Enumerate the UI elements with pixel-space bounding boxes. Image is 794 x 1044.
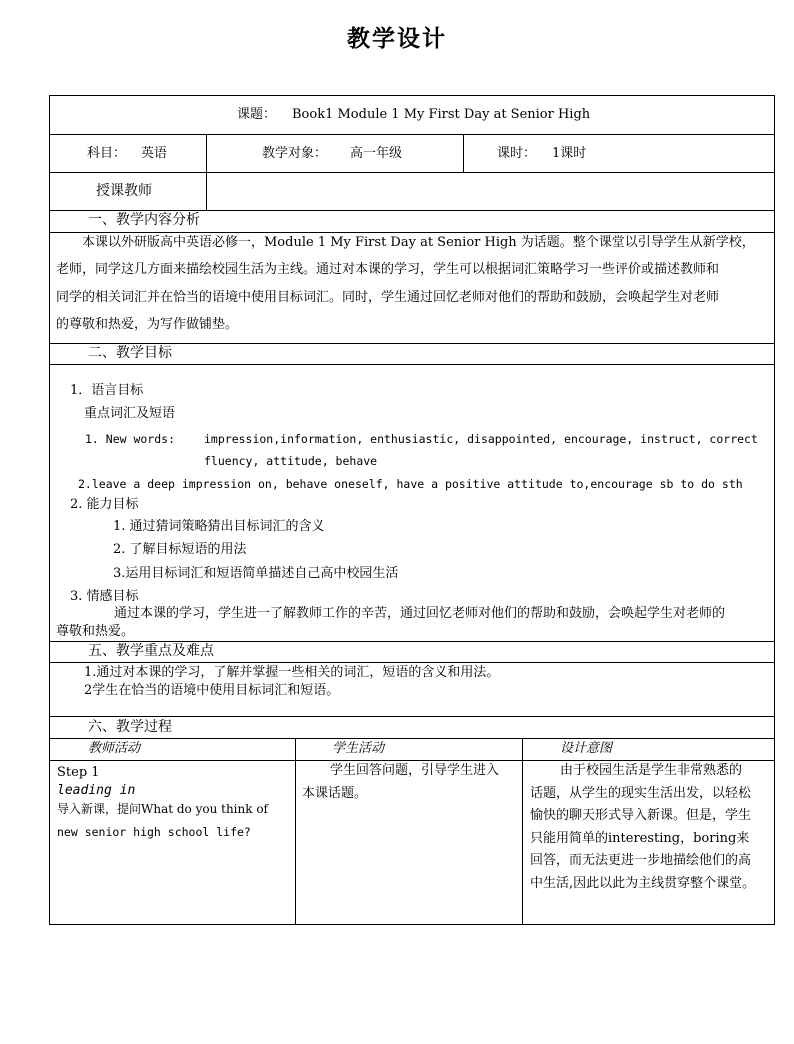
ability-goal-title: 2. 能力目标 — [70, 497, 139, 512]
step-sublabel: leading in — [57, 783, 136, 798]
language-goal-title: 1．语言目标 — [70, 383, 144, 398]
teacher-activity-line: 导入新课，提问What do you think of — [57, 802, 268, 816]
emotion-line: 尊敬和热爱。 — [56, 624, 135, 639]
analysis-heading: 一、教学内容分析 — [88, 212, 200, 228]
goals-heading: 二、教学目标 — [88, 345, 172, 361]
key-point-item: 2学生在恰当的语境中使用目标词汇和短语。 — [84, 683, 340, 698]
key-point-item: 1.通过对本课的学习，了解并掌握一些相关的词汇，短语的含义和用法。 — [84, 665, 500, 680]
intent-line: 话题，从学生的现实生活出发，以轻松 — [530, 786, 752, 801]
topic-label: 课题： — [237, 107, 277, 122]
intent-line: 由于校园生活是学生非常熟悉的 — [560, 763, 743, 778]
new-words-line: impression,information, enthusiastic, disappointed, encourage, instruct, correct — [204, 432, 758, 446]
teacher-label: 授课教师 — [96, 183, 152, 199]
student-activity-line: 本课话题。 — [302, 786, 368, 801]
col-intent-header: 设计意图 — [560, 741, 613, 756]
phrases-line: 2.leave a deep impression on, behave oneself, have a positive attitude to,encourage sb to do sth — [78, 477, 743, 491]
key-points-heading: 五、教学重点及难点 — [88, 643, 214, 659]
col-student-header: 学生活动 — [332, 741, 385, 756]
analysis-line: 同学的相关词汇并在恰当的语境中使用目标词汇。同时，学生通过回忆老师对他们的帮助和鼓励，会唤起学生对老师 — [56, 290, 720, 305]
analysis-line: 本课以外研版高中英语必修一，Module 1 My First Day at Senior High 为话题。整个课堂以引导学生从新学校， — [82, 235, 755, 250]
process-heading: 六、教学过程 — [88, 719, 172, 735]
analysis-line: 的尊敬和热爱，为写作做铺垫。 — [56, 317, 239, 332]
ability-item: 3.运用目标词汇和短语简单描述自己高中校园生活 — [113, 566, 399, 581]
new-words-label: 1. New words: — [85, 432, 176, 446]
audience-label: 教学对象： — [262, 146, 328, 161]
vocab-title: 重点词汇及短语 — [84, 406, 176, 421]
intent-line: 愉快的聊天形式导入新课。但是，学生 — [530, 808, 752, 823]
emotion-goal-title: 3. 情感目标 — [70, 589, 139, 604]
hours-label: 课时： — [497, 146, 537, 161]
analysis-line: 老师，同学这几方面来描绘校园生活为主线。通过对本课的学习，学生可以根据词汇策略学习一些评价或描述教师和 — [56, 262, 720, 277]
intent-line: 回答，而无法更进一步地描绘他们的高 — [530, 853, 752, 868]
intent-line: 中生活,因此以此为主线贯穿整个课堂。 — [530, 876, 756, 891]
teacher-activity-line: new senior high school life? — [57, 825, 251, 839]
audience-value: 高一年级 — [350, 146, 403, 161]
ability-item: 1. 通过猜词策略猜出目标词汇的含义 — [113, 519, 325, 534]
new-words-line: fluency, attitude, behave — [204, 454, 378, 468]
document-title: 教学设计 — [347, 26, 447, 52]
emotion-line: 通过本课的学习，学生进一了解教师工作的辛苦，通过回忆老师对他们的帮助和鼓励，会唤起学生对老师的 — [114, 606, 726, 621]
col-teacher-header: 教师活动 — [88, 741, 141, 756]
hours-value: 1课时 — [552, 146, 587, 161]
student-activity-line: 学生回答问题，引导学生进入 — [330, 763, 500, 778]
step-label: Step 1 — [57, 765, 100, 780]
subject-label: 科目： — [87, 146, 127, 161]
intent-line: 只能用简单的interesting，boring来 — [530, 831, 750, 846]
subject-value: 英语 — [141, 146, 168, 161]
topic-value: Book1 Module 1 My First Day at Senior High — [292, 107, 591, 122]
ability-item: 2. 了解目标短语的用法 — [113, 542, 247, 557]
